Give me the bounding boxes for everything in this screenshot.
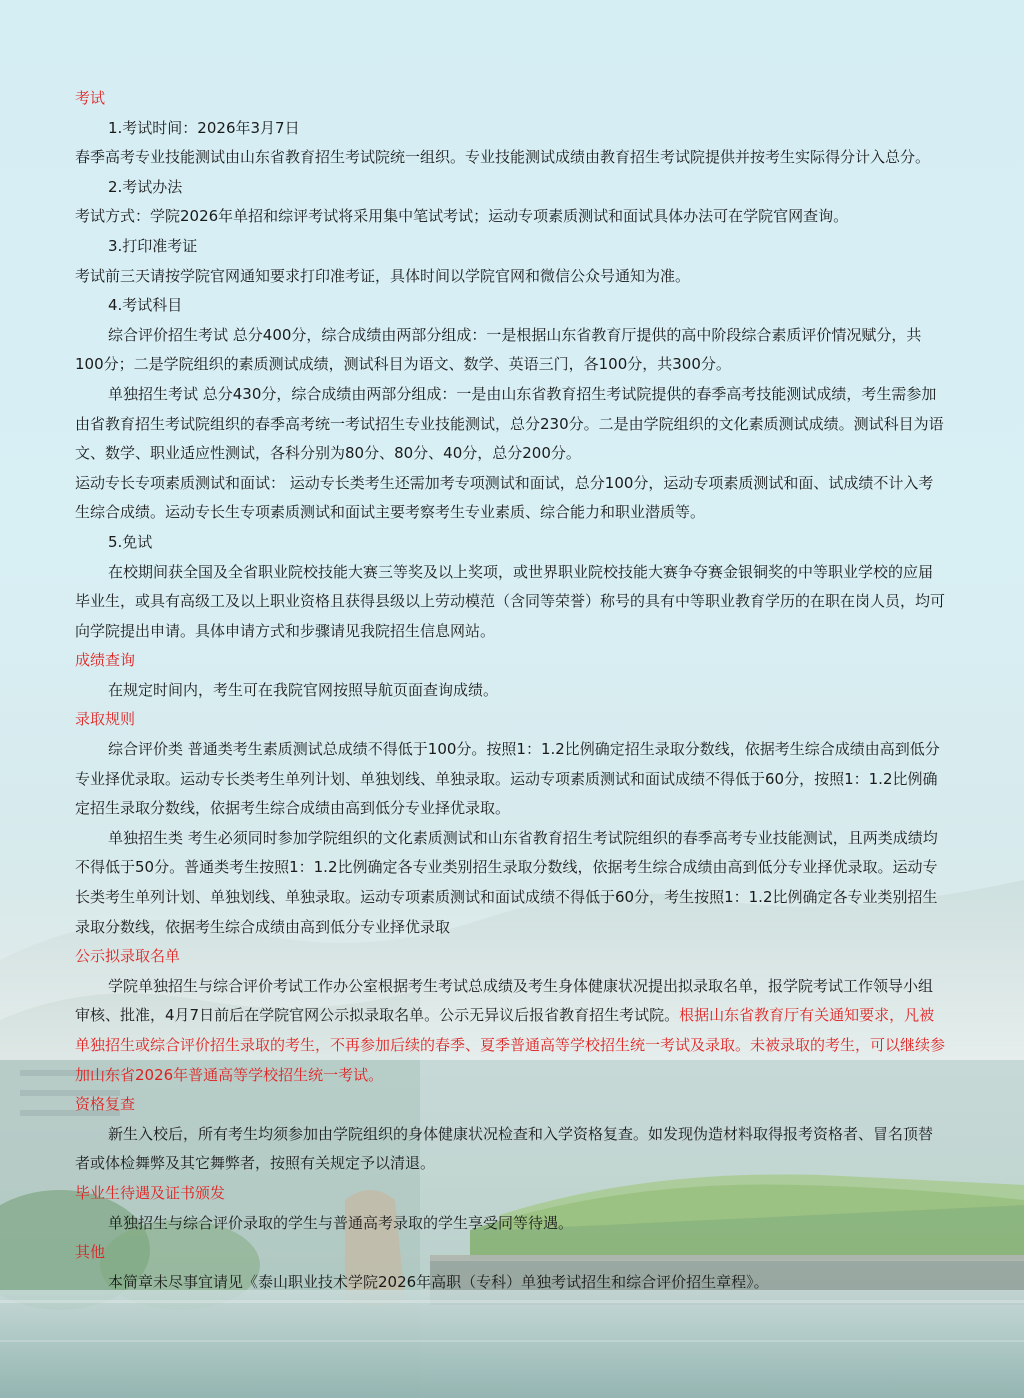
admission-rules-single: 单独招生类 考生必须同时参加学院组织的文化素质测试和山东省教育招生考试院组织的春季高考专业技能测试，且两类成绩均不得低于50分。普通类考生按照1：1.2比例确定各专业类别招生录取分数线，依据考生综合成绩由高到低分专业择优录取。运动专长类考生单列计划、单独划线、单独录取。运动专项素质测试和面试成绩不得低于60分，考生按照1：1.2比例确定各专业类别招生录取分数线，依据考生综合成绩由高到低分专业择优录取 xyxy=(75,828,938,936)
heading-graduate: 毕业生待遇及证书颁发 xyxy=(75,1183,226,1202)
exam-time-title: 1.考试时间：2026年3月7日 xyxy=(108,118,300,137)
exam-method-title: 2.考试办法 xyxy=(108,177,183,196)
exam-time-body: 春季高考专业技能测试由山东省教育招生考试院统一组织。专业技能测试成绩由教育招生考试院提供并按考生实际得分计入总分。 xyxy=(75,148,931,167)
other-body: 本简章未尽事宜请见《泰山职业技术学院2026年高职（专科）单独考试招生和综合评价招生章程》。 xyxy=(108,1272,769,1291)
qualification-review-body: 新生入校后，所有考生均须参加由学院组织的身体健康状况检查和入学资格复查。如发现伪造材料取得报考资格者、冒名顶替者或体检舞弊及其它舞弊者，按照有关规定予以清退。 xyxy=(75,1124,934,1173)
publicity-body-notice: 根据山东省教育厅有关通知要求，凡被单独招生或综合评价招生录取的考生，不再参加后续的春季、夏季普通高等学校招生统一考试及录取。未被录取的考生，可以继续参加山东省2026年普通高等学校招生统一考试。 xyxy=(75,1006,946,1084)
heading-other: 其他 xyxy=(75,1243,106,1262)
heading-publicity: 公示拟录取名单 xyxy=(75,947,181,966)
exam-subjects-sports: 运动专长专项素质测试和面试： 运动专长类考生还需加考专项测试和面试，总分100分，运动专项素质测试和面、试成绩不计入考生综合成绩。运动专长生专项素质测试和面试主要考察考生专业素质、综合能力和职业潜质等。 xyxy=(75,473,934,522)
graduate-body: 单独招生与综合评价录取的学生与普通高考录取的学生享受同等待遇。 xyxy=(108,1213,574,1232)
exemption-title: 5.免试 xyxy=(108,532,153,551)
score-query-body: 在规定时间内，考生可在我院官网按照导航页面查询成绩。 xyxy=(108,680,499,699)
exam-method-body: 考试方式：学院2026年单招和综评考试将采用集中笔试考试；运动专项素质测试和面试具体办法可在学院官网查询。 xyxy=(75,207,849,226)
exemption-body: 在校期间获全国及全省职业院校技能大赛三等奖及以上奖项，或世界职业院校技能大赛争夺赛金银铜奖的中等职业学校的应届毕业生，或具有高级工及以上职业资格且获得县级以上劳动模范（含同等荣誉）称号的具有中等职业教育学历的在职在岗人员，均可向学院提出申请。具体申请方式和步骤请见我院招生信息网站。 xyxy=(75,562,946,640)
exam-subjects-title: 4.考试科目 xyxy=(108,296,183,315)
exam-subjects-comprehensive: 综合评价招生考试 总分400分，综合成绩由两部分组成：一是根据山东省教育厅提供的高中阶段综合素质评价情况赋分，共100分；二是学院组织的素质测试成绩，测试科目为语文、数学、英语三门，各100分，共300分。 xyxy=(75,325,922,374)
heading-exam: 考试 xyxy=(75,89,106,107)
admission-rules-comprehensive: 综合评价类 普通类考生素质测试总成绩不得低于100分。按照1：1.2比例确定招生录取分数线，依据考生综合成绩由高到低分专业择优录取。运动专长类考生单列计划、单独划线、单独录取。运动专项素质测试和面试成绩不得低于60分，按照1：1.2比例确定招生录取分数线，依据考生综合成绩由高到低分专业择优录取。 xyxy=(75,740,940,818)
admission-ticket-title: 3.打印准考证 xyxy=(108,236,198,255)
admission-brochure-text xyxy=(75,84,945,1297)
exam-subjects-single: 单独招生考试 总分430分，综合成绩由两部分组成：一是由山东省教育招生考试院提供的春季高考技能测试成绩，考生需参加由省教育招生考试院组织的春季高考统一考试招生专业技能测试，总分230分。二是由学院组织的文化素质测试成绩。测试科目为语文、数学、职业适应性测试，各科分别为80分、80分、40分，总分200分。 xyxy=(75,384,944,463)
publicity-body xyxy=(75,972,945,1090)
publicity-body-normal: 学院单独招生与综合评价考试工作办公室根据考生考试总成绩及考生身体健康状况提出拟录取名单，报学院考试工作领导小组审核、批准，4月7日前后在学院官网公示拟录取名单。公示无异议后报省教育招生考试院。 xyxy=(75,976,934,1025)
heading-score-query: 成绩查询 xyxy=(75,651,136,670)
heading-admission-rules: 录取规则 xyxy=(75,710,136,729)
admission-ticket-body: 考试前三天请按学院官网通知要求打印准考证，具体时间以学院官网和微信公众号通知为准。 xyxy=(75,266,691,285)
heading-qualification-review: 资格复查 xyxy=(75,1095,136,1114)
